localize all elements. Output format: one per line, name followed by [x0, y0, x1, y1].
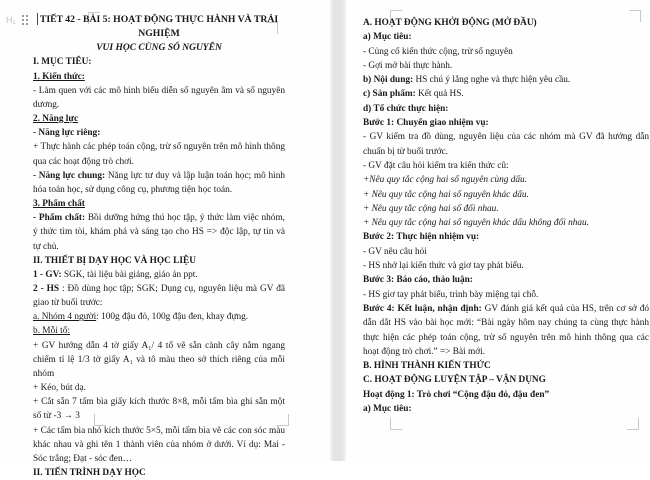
paragraph[interactable]: Bước 1: Chuyển giao nhiệm vụ:: [363, 118, 489, 129]
paragraph[interactable]: - GV nêu câu hỏi: [363, 246, 427, 257]
heading-level-indicator: H₁: [6, 15, 16, 25]
paragraph[interactable]: - Gợi mở bài thực hành.: [363, 60, 453, 71]
page-gutter: [330, 0, 346, 461]
paragraph-lead: a. Nhóm 4 người: [33, 312, 97, 323]
crop-mark: [390, 418, 402, 430]
paragraph[interactable]: [33, 268, 285, 282]
paragraph[interactable]: [363, 302, 649, 359]
paragraph[interactable]: B. HÌNH THÀNH KIẾN THỨC: [363, 361, 491, 372]
right-page-paragraphs: [363, 16, 649, 416]
paragraph-lead: b) Nội dung:: [363, 75, 414, 86]
left-page-paragraphs: [33, 55, 285, 480]
paragraph-lead: Bước 4: Kết luận, nhận định:: [363, 303, 482, 314]
paragraph-text: : 100g đậu đỏ, 100g đậu đen, khay đựng.: [96, 312, 249, 323]
paragraph-lead: - Năng lực chung:: [33, 170, 106, 181]
drag-handle-icon[interactable]: [22, 15, 28, 25]
paragraph[interactable]: d) Tổ chức thực hiện:: [363, 103, 449, 114]
paragraph-text: Bồi dưỡng hứng thú học tập, ý thức làm việc nhóm, ý thức tìm tòi, khám phá và sáng tạo cho HS => độc lập, tự tin và tự chủ.: [33, 213, 286, 252]
paragraph-lead: 2 - HS: [33, 283, 60, 294]
paragraph-lead: 1 - GV:: [33, 269, 62, 280]
right-page[interactable]: [363, 16, 649, 416]
paragraph-lead: c) Sản phẩm:: [363, 89, 416, 100]
paragraph[interactable]: [33, 310, 285, 324]
paragraph[interactable]: + Các tấm bìa nhỏ kích thước 5×5, mỗi tấm bìa vẽ các con sóc màu khác nhau và ghi tên 1 thành viên của nhóm ở dưới. Ví dụ: Mai - Sóc trắng; Đạt - sóc đen…: [33, 425, 285, 464]
paragraph[interactable]: + Nêu quy tắc cộng hai số đối nhau.: [363, 203, 499, 214]
paragraph[interactable]: - Củng cố kiến thức cộng, trừ số nguyên: [363, 46, 513, 57]
paragraph[interactable]: b. Mỗi tổ:: [33, 326, 70, 337]
paragraph-lead: - Phẩm chất:: [33, 213, 86, 224]
paragraph[interactable]: Hoạt động 1: Trò chơi “Cộng đậu đỏ, đậu đen”: [363, 389, 550, 400]
paragraph[interactable]: II. THIẾT BỊ DẠY HỌC VÀ HỌC LIỆU: [33, 255, 196, 266]
paragraph[interactable]: Bước 2: Thực hiện nhiệm vụ:: [363, 232, 480, 243]
paragraph[interactable]: + Thực hành các phép toán cộng, trừ số nguyên trên mô hình thông qua các hoạt động trò chơi.: [33, 142, 285, 167]
paragraph[interactable]: - HS giơ tay phát biểu, trình bày miệng tại chỗ.: [363, 289, 539, 300]
paragraph[interactable]: C. HOẠT ĐỘNG LUYỆN TẬP – VẬN DỤNG: [363, 375, 546, 386]
paragraph[interactable]: [33, 169, 285, 197]
paragraph[interactable]: 3. Phẩm chất: [33, 199, 85, 210]
paragraph[interactable]: 2. Năng lực: [33, 114, 79, 125]
paragraph[interactable]: + Nêu quy tắc cộng hai số nguyên khác dấu không đối nhau.: [363, 218, 589, 229]
paragraph-text: HS chú ý lắng nghe và thực hiện yêu cầu.: [413, 75, 571, 86]
lesson-subtitle[interactable]: VUI HỌC CÙNG SỐ NGUYÊN: [96, 43, 222, 54]
paragraph-text: Kết quả HS.: [415, 89, 464, 100]
left-page[interactable]: [33, 13, 285, 480]
paragraph[interactable]: a) Mục tiêu:: [363, 404, 412, 415]
paragraph[interactable]: - HS nhớ lại kiến thức và giơ tay phát biểu.: [363, 261, 524, 272]
paragraph[interactable]: + Cắt sẵn 7 tấm bìa giấy kích thước 8×8, mỗi tấm bìa ghi sẵn một số từ -3 → 3: [33, 397, 285, 422]
paragraph[interactable]: [33, 282, 285, 310]
paragraph[interactable]: - GV đặt câu hỏi kiểm tra kiến thức cũ:: [363, 160, 509, 171]
paragraph[interactable]: 1. Kiến thức:: [33, 71, 85, 82]
paragraph[interactable]: a) Mục tiêu:: [363, 32, 412, 43]
paragraph[interactable]: [363, 87, 649, 101]
paragraph[interactable]: A. HOẠT ĐỘNG KHỞI ĐỘNG (MỞ ĐẦU): [363, 18, 537, 28]
paragraph[interactable]: +Nêu quy tắc cộng hai số nguyên cùng dấu.: [363, 175, 528, 186]
paragraph[interactable]: II. TIẾN TRÌNH DẠY HỌC: [33, 468, 146, 478]
paragraph[interactable]: [33, 211, 285, 253]
crop-mark: [627, 418, 639, 430]
paragraph[interactable]: [363, 73, 649, 87]
paragraph[interactable]: + Nêu quy tắc cộng hai số nguyên khác dấu.: [363, 189, 529, 200]
paragraph[interactable]: - GV kiểm tra đồ dùng, nguyên liệu của các nhóm mà GV đã hướng dẫn chuẩn bị từ buổi trước.: [363, 132, 649, 157]
lesson-title[interactable]: TIẾT 42 - BÀI 5: HOẠT ĐỘNG THỰC HÀNH VÀ TRẢI NGHIỆM: [39, 14, 279, 40]
paragraph[interactable]: + GV hướng dẫn 4 tờ giấy A₁/ 4 tổ vẽ sẵn cành cây nằm ngang chiếm tỉ lệ 1/3 tờ giấy A₁ và tô màu theo sở thích riêng của mỗi nhóm: [33, 340, 285, 379]
paragraph[interactable]: Bước 3: Báo cáo, thảo luận:: [363, 275, 473, 286]
paragraph-text: Năng lực tư duy và lập luận toán học; mô hình hóa toán học, sử dụng công cụ, phương tiện học toán.: [33, 170, 285, 195]
paragraph[interactable]: - Làm quen với các mô hình biểu diễn số nguyên âm và số nguyên dương.: [33, 85, 285, 110]
paragraph-text: SGK, tài liệu bài giảng, giáo án ppt.: [61, 269, 198, 280]
paragraph-text: GV đánh giá kết quả của HS, trên cơ sở đó dẫn dắt HS vào bài học mới: “Bài ngày hôm nay chúng ta cùng thực hành thực hiện các phép toán cộng, trừ số nguyên trên mô hình thông qua các hoạt động trò chơi.” => Bài mới.: [363, 303, 649, 357]
paragraph[interactable]: I. MỤC TIÊU:: [33, 57, 92, 68]
paragraph[interactable]: - Năng lực riêng:: [33, 128, 101, 139]
paragraph[interactable]: + Kéo, bút dạ.: [33, 383, 87, 394]
paragraph-text: : Đồ dùng học tập; SGK; Dụng cụ, nguyên liệu mà GV đã giao từ buổi trước:: [33, 283, 286, 309]
